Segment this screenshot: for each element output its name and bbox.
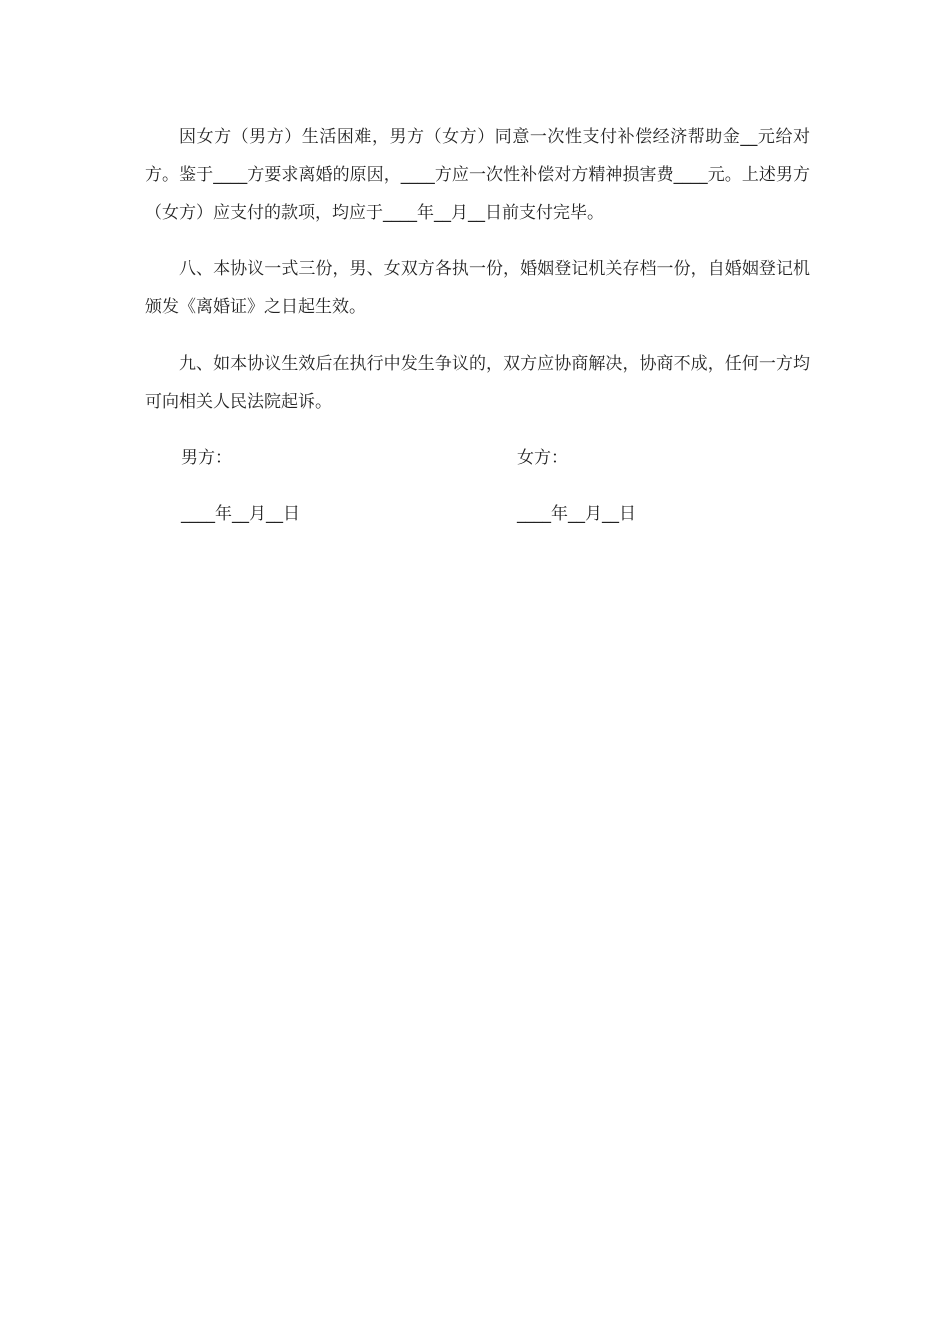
paragraph-compensation: 因女方（男方）生活困难，男方（女方）同意一次性支付补偿经济帮助金__元给对方。鉴于____方要求离婚的原因，____方应一次性补偿对方精神损害费____元。上述男方（女方）应支付的款项，均应于____年__月__日前支付完毕。 [145, 127, 810, 223]
male-signature-date: ____年__月__日 [181, 504, 300, 524]
male-signature-label: 男方： [181, 448, 232, 468]
female-signature-label: 女方： [517, 448, 568, 468]
paragraph-article-8: 八、本协议一式三份，男、女双方各执一份，婚姻登记机关存档一份，自婚姻登记机颁发《离婚证》之日起生效。 [145, 259, 810, 317]
female-signature-date: ____年__月__日 [517, 504, 636, 524]
paragraph-article-9: 九、如本协议生效后在执行中发生争议的，双方应协商解决，协商不成，任何一方均可向相关人民法院起诉。 [145, 354, 810, 412]
